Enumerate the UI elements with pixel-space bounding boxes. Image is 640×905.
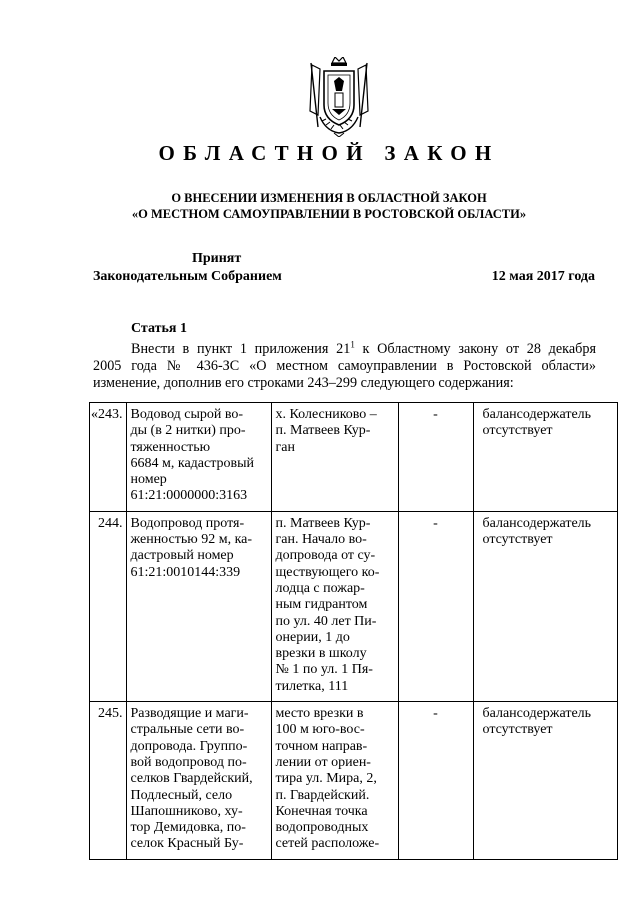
location-line: тира ул. Мира, 2, <box>275 771 377 787</box>
location-line: ным гидрантом <box>275 597 368 613</box>
adopted-label: Принят <box>192 251 242 266</box>
object-name-cell <box>126 403 271 512</box>
owner-line: балансодержатель <box>482 706 592 722</box>
balance-holder-cell <box>473 403 617 512</box>
name-line: женностью 92 м, ка- <box>130 532 253 548</box>
law-subtitle-line2: «О МЕСТНОМ САМОУПРАВЛЕНИИ В РОСТОВСКОЙ ОБЛАСТИ» <box>131 207 527 221</box>
table-row <box>90 511 618 701</box>
location-line: точном направ- <box>275 738 368 754</box>
table-row <box>90 403 618 512</box>
amendment-table <box>89 402 618 860</box>
object-name-cell <box>126 702 271 860</box>
law-subtitle-line1: О ВНЕСЕНИИ ИЗМЕНЕНИЯ В ОБЛАСТНОЙ ЗАКОН <box>171 191 487 205</box>
object-location-cell <box>271 702 398 860</box>
location-line: ществующего ко- <box>275 564 380 580</box>
name-line: тяженностью <box>130 439 211 455</box>
location-line: допровода от су- <box>275 548 376 564</box>
law-title: ОБЛАСТНОЙ ЗАКОН <box>158 141 500 165</box>
article-heading: Статья 1 <box>131 321 187 336</box>
article-text-line3: изменение, дополнив его строками 243–299 следующего содержания: <box>93 375 514 391</box>
owner-line: балансодержатель <box>482 407 592 422</box>
placeholder-dash-cell: - <box>398 403 473 512</box>
location-line: Конечная точка <box>275 803 368 819</box>
name-line: 6684 м, кадастровый <box>130 455 255 471</box>
location-line: п. Матвеев Кур- <box>275 515 371 531</box>
location-line: водопроводных <box>275 820 369 836</box>
adopted-by: Законодательным Собранием <box>93 269 282 284</box>
object-location-cell <box>271 511 398 701</box>
name-line: 61:21:0010144:339 <box>130 564 241 580</box>
placeholder-dash-cell: - <box>398 511 473 701</box>
location-line: онерии, 1 до <box>275 629 350 645</box>
name-line: тор Демидовка, по- <box>130 820 246 836</box>
location-line: ган <box>275 439 295 455</box>
adoption-date: 12 мая 2017 года <box>491 269 595 284</box>
coat-of-arms-emblem <box>306 57 372 137</box>
name-line: Водопровод протя- <box>130 515 245 531</box>
row-number: 244. <box>90 511 127 701</box>
article-text-line1: Внести в пункт 1 приложения $21^1$ к Областному закону от 28 декабря <box>131 339 597 357</box>
table-row <box>90 702 618 860</box>
location-line: п. Гвардейский. <box>275 787 370 803</box>
name-line: 61:21:0000000:3163 <box>130 488 248 504</box>
name-line: допровода. Группо- <box>130 738 248 754</box>
owner-line: отсутствует <box>482 423 553 439</box>
location-line: место врезки в <box>275 706 364 722</box>
object-name-cell <box>126 511 271 701</box>
name-line: Шапошниково, ху- <box>130 803 243 819</box>
owner-line: отсутствует <box>482 532 553 548</box>
location-line: ган. Начало во- <box>275 532 367 548</box>
location-line: п. Матвеев Кур- <box>275 423 371 439</box>
name-line: селок Красный Бу- <box>130 836 244 852</box>
name-line: вой водопровод по- <box>130 754 247 770</box>
name-line: селков Гвардейский, <box>130 771 253 787</box>
location-line: врезки в школу <box>275 646 367 662</box>
location-line: тилетка, 111 <box>275 678 349 694</box>
location-line: лодца с пожар- <box>275 580 365 596</box>
owner-line: отсутствует <box>482 722 553 738</box>
location-line: х. Колесниково – <box>275 407 377 422</box>
balance-holder-cell <box>473 702 617 860</box>
name-line: дастровый номер <box>130 548 234 564</box>
location-line: сетей расположе- <box>275 836 380 852</box>
name-line: Подлесный, село <box>130 787 233 803</box>
name-line: номер <box>130 472 167 488</box>
balance-holder-cell <box>473 511 617 701</box>
location-line: лении от ориен- <box>275 754 371 770</box>
name-line: Разводящие и маги- <box>130 706 249 722</box>
row-number: 245. <box>90 702 127 860</box>
article-text-line2: 2005 года № 436-ЗС «О местном самоуправлении в Ростовской области» <box>93 358 596 374</box>
object-location-cell <box>271 403 398 512</box>
name-line: Водовод сырой во- <box>130 407 244 422</box>
location-line: 100 м юго-вос- <box>275 722 365 738</box>
location-line: № 1 по ул. 1 Пя- <box>275 662 373 678</box>
row-number: «243. <box>90 403 127 512</box>
owner-line: балансодержатель <box>482 515 592 531</box>
placeholder-dash-cell: - <box>398 702 473 860</box>
name-line: ды (в 2 нитки) про- <box>130 423 246 439</box>
location-line: по ул. 40 лет Пи- <box>275 613 377 629</box>
name-line: стральные сети во- <box>130 722 245 738</box>
